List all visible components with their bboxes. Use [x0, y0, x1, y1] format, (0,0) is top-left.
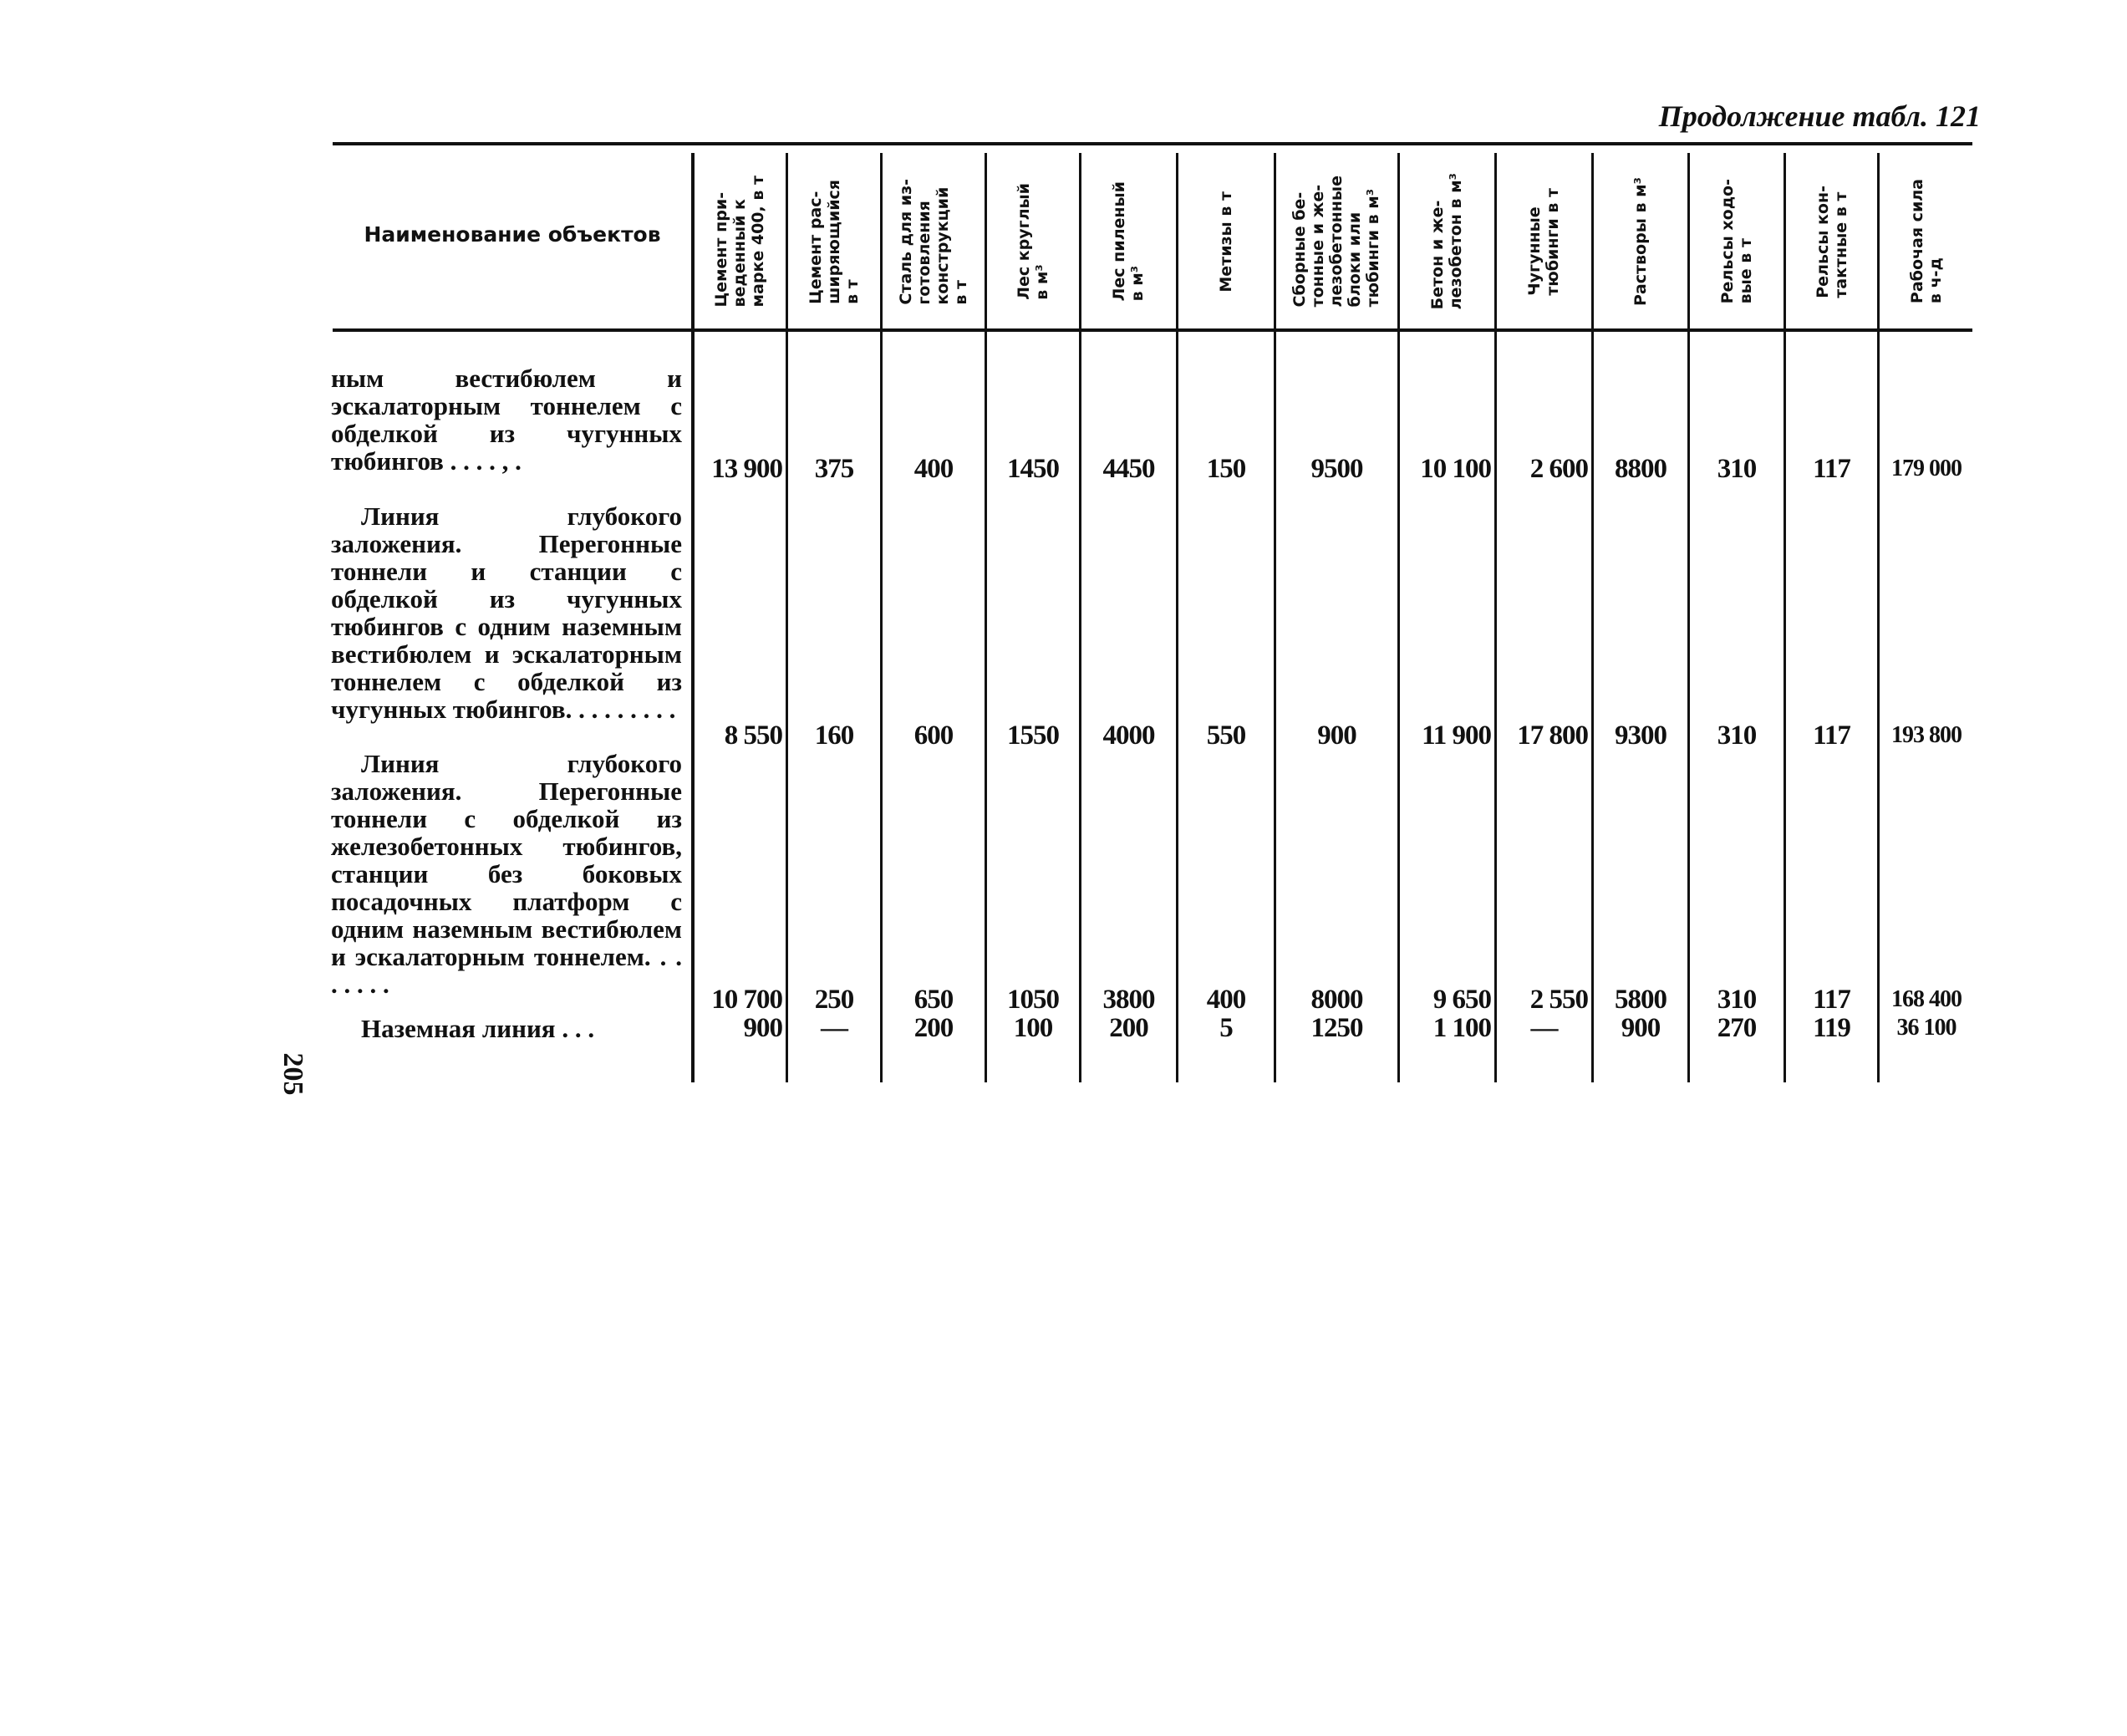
- table-cell: 250: [814, 985, 854, 1015]
- table-cell: 200: [1109, 1013, 1148, 1043]
- table-cell: 8 550: [724, 720, 782, 751]
- column-divider: [1687, 153, 1690, 1082]
- header-objects-name: Наименование объектов: [364, 222, 661, 247]
- table-cell: 9500: [1310, 454, 1363, 484]
- table-cell: 179 000: [1891, 456, 1962, 481]
- column-divider: [1494, 153, 1497, 1082]
- table-cell: 17 800: [1517, 720, 1588, 751]
- row-2-name: Линия глубокого заложения. Перегонные тоннели и станции с обделкой из чугунных тюбингов с одним наземным вестибюлем и эскалаторным тоннелем с обделкой из чугунных тюбингов. . . . . . . . .: [331, 501, 682, 724]
- table-cell: 11 900: [1422, 720, 1491, 751]
- page-number: 205: [277, 1052, 308, 1096]
- header-sawn-timber: Лес пиленый в м³: [1110, 181, 1147, 302]
- table-top-rule: [333, 142, 1972, 145]
- table-cell: 375: [814, 454, 854, 484]
- table-cell: 13 900: [711, 454, 782, 484]
- header-running-rails: Рельсы ходо- вые в т: [1718, 179, 1755, 304]
- table-cell: 310: [1717, 985, 1757, 1015]
- table-cell: 600: [913, 720, 954, 751]
- column-divider: [1176, 153, 1178, 1082]
- table-cell: 550: [1206, 720, 1246, 751]
- table-cell: 36 100: [1896, 1015, 1957, 1041]
- table-cell: 1050: [1007, 985, 1059, 1015]
- row-1-name: ным вестибюлем и эскалаторным тоннелем с обделкой из чугунных тюбингов . . . . , .: [331, 364, 682, 476]
- table-cell: 160: [814, 720, 854, 751]
- header-contact-rails: Рельсы кон- тактные в т: [1813, 185, 1850, 298]
- table-cell: 10 700: [711, 985, 782, 1015]
- table-cell: 2 550: [1529, 985, 1588, 1015]
- header-cement-400: Цемент при- веденный к марке 400, в т: [712, 176, 767, 308]
- table-cell: 2 600: [1529, 454, 1588, 484]
- table-cell: 117: [1813, 720, 1850, 751]
- table-cell: 650: [913, 985, 954, 1015]
- table-caption: Продолжение табл. 121: [1658, 99, 1981, 133]
- table-cell: 100: [1013, 1013, 1053, 1043]
- table-cell: 900: [743, 1013, 782, 1043]
- table-cell: 400: [913, 454, 954, 484]
- row-4-name: Наземная линия . . .: [361, 1014, 595, 1043]
- table-cell: 1450: [1007, 454, 1059, 484]
- header-bottom-rule: [333, 328, 1972, 332]
- column-divider: [1784, 153, 1786, 1082]
- table-cell: 5800: [1615, 985, 1666, 1015]
- table-cell: 270: [1717, 1013, 1757, 1043]
- column-divider: [1877, 153, 1880, 1082]
- column-divider: [786, 153, 788, 1082]
- header-expanding-cement: Цемент рас- ширяющийся в т: [807, 179, 862, 304]
- header-concrete: Бетон и же- лезобетон в м³: [1428, 173, 1465, 310]
- column-divider: [1274, 153, 1276, 1082]
- column-divider: [880, 153, 883, 1082]
- table-cell: 8000: [1310, 985, 1363, 1015]
- table-cell: 8800: [1615, 454, 1666, 484]
- table-cell: 400: [1206, 985, 1246, 1015]
- table-cell: —: [1530, 1013, 1558, 1043]
- header-cast-iron-tubing: Чугунные тюбинги в т: [1525, 187, 1562, 296]
- table-cell: 4450: [1102, 454, 1155, 484]
- table-cell: 119: [1813, 1013, 1850, 1043]
- table-cell: 193 800: [1891, 722, 1962, 748]
- table-cell: 4000: [1102, 720, 1155, 751]
- table-cell: 900: [1317, 720, 1356, 751]
- row-3-name: Линия глубокого заложения. Перегонные тоннели с обделкой из железобетонных тюбингов, станции без боковых посадочных платформ с одним наземным вестибюлем и эскалаторным тоннелем. . . . . . . .: [331, 749, 682, 999]
- table-cell: 5: [1219, 1013, 1233, 1043]
- column-divider: [1397, 153, 1400, 1082]
- header-labor: Рабочая сила в ч-д: [1908, 179, 1945, 304]
- table-cell: 150: [1206, 454, 1246, 484]
- table-cell: 310: [1717, 720, 1757, 751]
- table-cell: 117: [1813, 985, 1850, 1015]
- column-divider: [691, 153, 695, 1082]
- table-cell: 1250: [1310, 1013, 1363, 1043]
- table-cell: 9 650: [1432, 985, 1491, 1015]
- table-cell: 117: [1813, 454, 1850, 484]
- header-round-timber: Лес круглый в м³: [1015, 183, 1051, 300]
- table-cell: 9300: [1615, 720, 1666, 751]
- table-cell: 200: [913, 1013, 954, 1043]
- table-cell: 1550: [1007, 720, 1059, 751]
- table-cell: —: [821, 1013, 847, 1043]
- header-hardware: Метизы в т: [1217, 191, 1235, 293]
- table-cell: 10 100: [1420, 454, 1491, 484]
- table-cell: 310: [1717, 454, 1757, 484]
- table-cell: 168 400: [1891, 986, 1962, 1012]
- table-cell: 1 100: [1432, 1013, 1491, 1043]
- table-cell: 3800: [1102, 985, 1155, 1015]
- header-precast-blocks: Сборные бе- тонные и же- лезобетонные блоки или тюбинги в м³: [1290, 176, 1382, 308]
- column-divider: [985, 153, 987, 1082]
- header-steel: Сталь для из- готовления конструкций в т: [897, 178, 970, 305]
- table-cell: 900: [1621, 1013, 1661, 1043]
- column-divider: [1079, 153, 1081, 1082]
- column-divider: [1591, 153, 1594, 1082]
- header-mortars: Растворы в м³: [1631, 177, 1650, 306]
